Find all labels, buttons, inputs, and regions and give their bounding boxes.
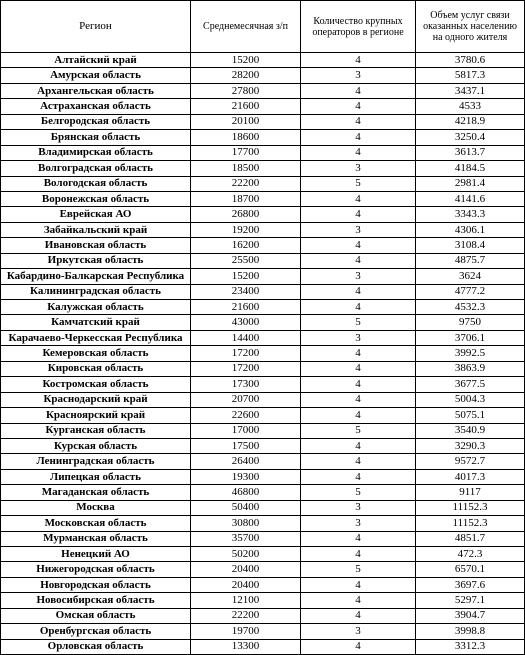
operators-cell: 4 <box>301 300 416 315</box>
services-volume-cell: 4017.3 <box>416 469 525 484</box>
salary-cell: 50400 <box>191 500 301 515</box>
table-row <box>1 191 525 206</box>
table-row <box>1 300 525 315</box>
table-row <box>1 377 525 392</box>
services-volume-cell: 3613.7 <box>416 145 525 160</box>
operators-cell: 4 <box>301 608 416 623</box>
services-volume-cell: 9750 <box>416 315 525 330</box>
salary-cell: 21600 <box>191 99 301 114</box>
table-row <box>1 346 525 361</box>
table-row <box>1 408 525 423</box>
services-volume-cell: 9117 <box>416 485 525 500</box>
salary-cell: 20400 <box>191 577 301 592</box>
operators-cell: 4 <box>301 114 416 129</box>
salary-cell: 46800 <box>191 485 301 500</box>
operators-cell: 3 <box>301 161 416 176</box>
region-name: Владимирская область <box>1 145 191 160</box>
region-name: Новгородская область <box>1 577 191 592</box>
region-name: Карачаево-Черкесская Республика <box>1 330 191 345</box>
table-row <box>1 608 525 623</box>
header-services-volume: Объем услуг связи оказанных населению на одного жителя <box>416 1 525 53</box>
table-row <box>1 222 525 237</box>
table-row <box>1 330 525 345</box>
salary-cell: 35700 <box>191 531 301 546</box>
operators-cell: 3 <box>301 269 416 284</box>
services-volume-cell: 3697.6 <box>416 577 525 592</box>
table-row <box>1 99 525 114</box>
services-volume-cell: 472.3 <box>416 547 525 562</box>
salary-cell: 18600 <box>191 130 301 145</box>
table-row <box>1 315 525 330</box>
services-volume-cell: 3624 <box>416 269 525 284</box>
operators-cell: 4 <box>301 99 416 114</box>
table-row <box>1 145 525 160</box>
region-name: Вологодская область <box>1 176 191 191</box>
services-volume-cell: 4184.5 <box>416 161 525 176</box>
salary-cell: 22600 <box>191 408 301 423</box>
region-name: Камчатский край <box>1 315 191 330</box>
region-name: Липецкая область <box>1 469 191 484</box>
region-name: Магаданская область <box>1 485 191 500</box>
services-volume-cell: 4533 <box>416 99 525 114</box>
services-volume-cell: 9572.7 <box>416 454 525 469</box>
salary-cell: 17300 <box>191 377 301 392</box>
table-row <box>1 161 525 176</box>
services-volume-cell: 6570.1 <box>416 562 525 577</box>
region-name: Калужская область <box>1 300 191 315</box>
region-name: Курганская область <box>1 423 191 438</box>
salary-cell: 43000 <box>191 315 301 330</box>
table-row <box>1 469 525 484</box>
salary-cell: 20400 <box>191 562 301 577</box>
operators-cell: 4 <box>301 639 416 654</box>
operators-cell: 5 <box>301 176 416 191</box>
salary-cell: 13300 <box>191 639 301 654</box>
region-name: Орловская область <box>1 639 191 654</box>
table-row <box>1 130 525 145</box>
services-volume-cell: 2981.4 <box>416 176 525 191</box>
salary-cell: 25500 <box>191 253 301 268</box>
operators-cell: 5 <box>301 423 416 438</box>
region-name: Брянская область <box>1 130 191 145</box>
services-volume-cell: 3706.1 <box>416 330 525 345</box>
region-name: Оренбургская область <box>1 624 191 639</box>
table-row <box>1 53 525 68</box>
services-volume-cell: 11152.3 <box>416 516 525 531</box>
operators-cell: 3 <box>301 68 416 83</box>
services-volume-cell: 3312.3 <box>416 639 525 654</box>
table-row <box>1 269 525 284</box>
operators-cell: 4 <box>301 593 416 608</box>
services-volume-cell: 4218.9 <box>416 114 525 129</box>
region-name: Иркутская область <box>1 253 191 268</box>
salary-cell: 28200 <box>191 68 301 83</box>
table-row <box>1 392 525 407</box>
table-row <box>1 516 525 531</box>
salary-cell: 23400 <box>191 284 301 299</box>
table-row <box>1 624 525 639</box>
services-volume-cell: 3437.1 <box>416 83 525 98</box>
header-region: Регион <box>1 1 191 53</box>
salary-cell: 19300 <box>191 469 301 484</box>
services-volume-cell: 3998.8 <box>416 624 525 639</box>
table-row <box>1 207 525 222</box>
region-name: Краснодарский край <box>1 392 191 407</box>
region-name: Курская область <box>1 438 191 453</box>
table-row <box>1 238 525 253</box>
services-volume-cell: 3780.6 <box>416 53 525 68</box>
region-name: Ивановская область <box>1 238 191 253</box>
services-volume-cell: 4141.6 <box>416 191 525 206</box>
operators-cell: 3 <box>301 330 416 345</box>
salary-cell: 27800 <box>191 83 301 98</box>
region-name: Калининградская область <box>1 284 191 299</box>
region-name: Кабардино-Балкарская Республика <box>1 269 191 284</box>
operators-cell: 4 <box>301 408 416 423</box>
region-name: Нижегородская область <box>1 562 191 577</box>
services-volume-cell: 3540.9 <box>416 423 525 438</box>
salary-cell: 22200 <box>191 176 301 191</box>
operators-cell: 4 <box>301 83 416 98</box>
operators-cell: 4 <box>301 191 416 206</box>
salary-cell: 14400 <box>191 330 301 345</box>
operators-cell: 4 <box>301 377 416 392</box>
region-name: Алтайский край <box>1 53 191 68</box>
table-row <box>1 500 525 515</box>
operators-cell: 5 <box>301 485 416 500</box>
region-name: Волгоградская область <box>1 161 191 176</box>
region-name: Воронежская область <box>1 191 191 206</box>
operators-cell: 5 <box>301 562 416 577</box>
operators-cell: 5 <box>301 315 416 330</box>
salary-cell: 30800 <box>191 516 301 531</box>
region-name: Ленинградская область <box>1 454 191 469</box>
services-volume-cell: 4777.2 <box>416 284 525 299</box>
services-volume-cell: 11152.3 <box>416 500 525 515</box>
table-row <box>1 562 525 577</box>
salary-cell: 16200 <box>191 238 301 253</box>
table-row <box>1 438 525 453</box>
region-name: Красноярский край <box>1 408 191 423</box>
table-header-row <box>1 1 525 53</box>
services-volume-cell: 5075.1 <box>416 408 525 423</box>
table-row <box>1 114 525 129</box>
salary-cell: 19700 <box>191 624 301 639</box>
region-name: Еврейская АО <box>1 207 191 222</box>
salary-cell: 18500 <box>191 161 301 176</box>
table-body <box>1 53 525 655</box>
salary-cell: 15200 <box>191 269 301 284</box>
operators-cell: 4 <box>301 145 416 160</box>
region-name: Мурманская область <box>1 531 191 546</box>
region-name: Ненецкий АО <box>1 547 191 562</box>
operators-cell: 4 <box>301 469 416 484</box>
region-name: Амурская область <box>1 68 191 83</box>
region-name: Московская область <box>1 516 191 531</box>
operators-cell: 3 <box>301 222 416 237</box>
operators-cell: 3 <box>301 624 416 639</box>
salary-cell: 26400 <box>191 454 301 469</box>
table-row <box>1 423 525 438</box>
salary-cell: 18700 <box>191 191 301 206</box>
region-name: Белгородская область <box>1 114 191 129</box>
services-volume-cell: 5297.1 <box>416 593 525 608</box>
salary-cell: 22200 <box>191 608 301 623</box>
salary-cell: 17200 <box>191 346 301 361</box>
operators-cell: 4 <box>301 547 416 562</box>
services-volume-cell: 3108.4 <box>416 238 525 253</box>
operators-cell: 4 <box>301 238 416 253</box>
services-volume-cell: 3904.7 <box>416 608 525 623</box>
services-volume-cell: 3290.3 <box>416 438 525 453</box>
operators-cell: 4 <box>301 531 416 546</box>
operators-cell: 4 <box>301 53 416 68</box>
table-row <box>1 531 525 546</box>
salary-cell: 17000 <box>191 423 301 438</box>
operators-cell: 4 <box>301 577 416 592</box>
salary-cell: 15200 <box>191 53 301 68</box>
table-row <box>1 593 525 608</box>
region-name: Костромская область <box>1 377 191 392</box>
operators-cell: 4 <box>301 284 416 299</box>
services-volume-cell: 5817.3 <box>416 68 525 83</box>
services-volume-cell: 3863.9 <box>416 361 525 376</box>
services-volume-cell: 3250.4 <box>416 130 525 145</box>
operators-cell: 4 <box>301 454 416 469</box>
operators-cell: 4 <box>301 346 416 361</box>
table-row <box>1 454 525 469</box>
header-operators: Количество крупных операторов в регионе <box>301 1 416 53</box>
services-volume-cell: 4532.3 <box>416 300 525 315</box>
salary-cell: 20700 <box>191 392 301 407</box>
table-row <box>1 83 525 98</box>
salary-cell: 12100 <box>191 593 301 608</box>
table-row <box>1 361 525 376</box>
region-name: Забайкальский край <box>1 222 191 237</box>
table-row <box>1 68 525 83</box>
region-name: Архангельская область <box>1 83 191 98</box>
region-name: Москва <box>1 500 191 515</box>
operators-cell: 4 <box>301 207 416 222</box>
table-row <box>1 547 525 562</box>
salary-cell: 17500 <box>191 438 301 453</box>
services-volume-cell: 4875.7 <box>416 253 525 268</box>
salary-cell: 26800 <box>191 207 301 222</box>
header-salary: Среднемесячная з/п <box>191 1 301 53</box>
table-row <box>1 253 525 268</box>
table-row <box>1 176 525 191</box>
table-row <box>1 639 525 654</box>
services-volume-cell: 3677.5 <box>416 377 525 392</box>
operators-cell: 4 <box>301 253 416 268</box>
table-row <box>1 577 525 592</box>
services-volume-cell: 5004.3 <box>416 392 525 407</box>
salary-cell: 17700 <box>191 145 301 160</box>
table-row <box>1 485 525 500</box>
salary-cell: 21600 <box>191 300 301 315</box>
services-volume-cell: 3992.5 <box>416 346 525 361</box>
operators-cell: 3 <box>301 500 416 515</box>
operators-cell: 4 <box>301 392 416 407</box>
salary-cell: 20100 <box>191 114 301 129</box>
region-name: Новосибирская область <box>1 593 191 608</box>
services-volume-cell: 4306.1 <box>416 222 525 237</box>
region-name: Кировская область <box>1 361 191 376</box>
region-name: Астраханская область <box>1 99 191 114</box>
services-volume-cell: 4851.7 <box>416 531 525 546</box>
region-name: Омская область <box>1 608 191 623</box>
services-volume-cell: 3343.3 <box>416 207 525 222</box>
salary-cell: 17200 <box>191 361 301 376</box>
salary-cell: 19200 <box>191 222 301 237</box>
operators-cell: 4 <box>301 438 416 453</box>
operators-cell: 4 <box>301 361 416 376</box>
table-row <box>1 284 525 299</box>
operators-cell: 3 <box>301 516 416 531</box>
region-name: Кемеровская область <box>1 346 191 361</box>
salary-cell: 50200 <box>191 547 301 562</box>
operators-cell: 4 <box>301 130 416 145</box>
